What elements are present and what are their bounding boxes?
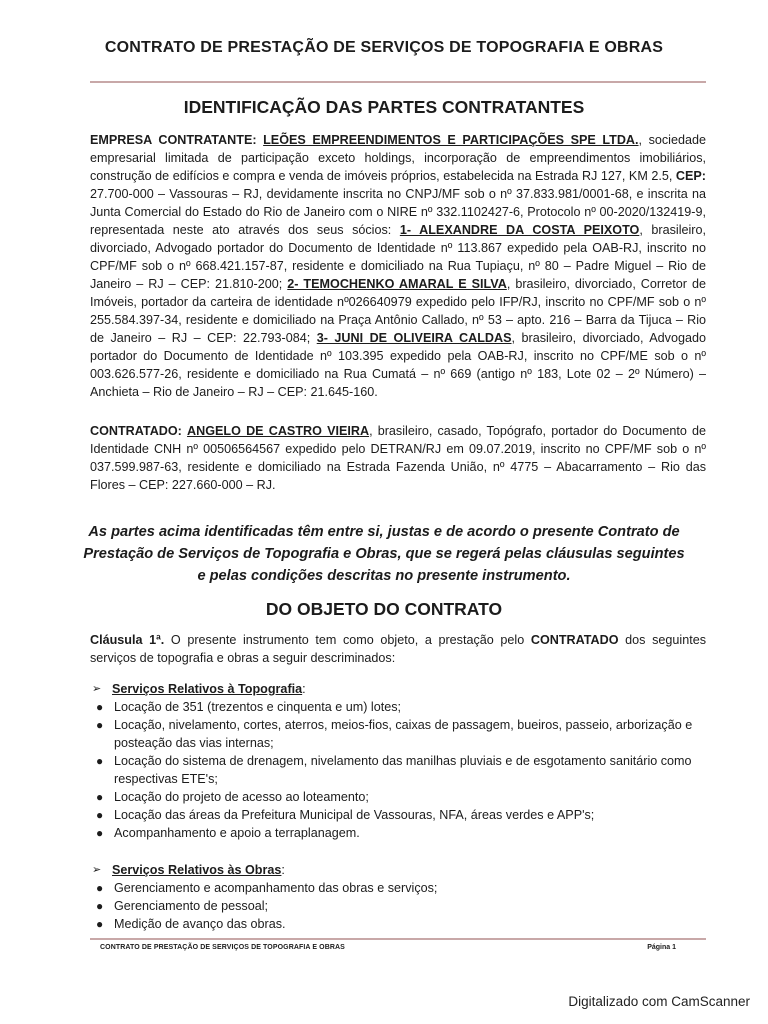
obras-heading: Serviços Relativos às Obras xyxy=(112,863,282,877)
list-item xyxy=(90,788,706,806)
list-item xyxy=(90,752,706,788)
obras-list xyxy=(90,879,706,933)
topografia-heading: Serviços Relativos à Topografia xyxy=(112,682,303,696)
list-item-text: Locação de 351 (trezentos e cinquenta e um) lotes; xyxy=(114,700,402,714)
bullet-icon: ● xyxy=(96,826,104,840)
footer-document-title: CONTRATO DE PRESTAÇÃO DE SERVIÇOS DE TOPOGRAFIA E OBRAS xyxy=(100,944,345,951)
bullet-icon: ● xyxy=(96,808,104,822)
list-item-text: Locação do sistema de drenagem, nivelamento das manilhas pluviais e de esgotamento sanitário como respectivas ETE's; xyxy=(114,754,692,786)
cep-label: CEP: xyxy=(675,169,706,183)
topografia-colon: : xyxy=(302,682,306,696)
arrowhead-icon: ➢ xyxy=(92,864,102,876)
partner-3-name: 3- JUNI DE OLIVEIRA CALDAS xyxy=(316,331,512,345)
obras-section xyxy=(90,861,706,933)
partner-1-name: 1- ALEXANDRE DA COSTA PEIXOTO xyxy=(399,223,640,237)
contratante-text-e: , brasileiro, divorciado, Advogado portador do Documento de Identidade nº 103.395 expedido pela OAB-RJ, inscrito no CPF/ME sob o nº 003.626.577-26, residente e domiciliado na Rua Cumatá – nº 669 (antigo nº 183, Lote 02 – 2º Número) – Anchieta – Rio de Janeiro – RJ – CEP: 21.645-160. xyxy=(90,331,706,399)
clause-1-text-b: dos seguintes serviços de topografia e obras a seguir descriminados: xyxy=(90,633,706,665)
list-item xyxy=(90,806,706,824)
contratante-paragraph xyxy=(90,131,706,401)
camscanner-watermark: Digitalizado com CamScanner xyxy=(568,994,750,1009)
partner-2-name: 2- TEMOCHENKO AMARAL E SILVA xyxy=(287,277,507,291)
bullet-icon: ● xyxy=(96,881,104,895)
list-item xyxy=(90,915,706,933)
list-item xyxy=(90,716,706,752)
agreement-statement: As partes acima identificadas têm entre si, justas e de acordo o presente Contrato de Prestação de Serviços de Topografia e Obras, que se regerá pelas cláusulas seguintes e pelas condições descritas no presente instrumento. xyxy=(83,524,685,584)
contratante-text-b: 27.700-000 – Vassouras – RJ, devidamente inscrita no CNPJ/MF sob o nº 37.833.981/0001-68, e inscrita na Junta Comercial do Estado do Rio de Janeiro com o NIRE nº 332.1102427-6, Protocolo nº 00-2020/132419-9, representada neste ato através dos seus sócios: xyxy=(90,187,706,237)
title-divider xyxy=(90,81,706,83)
list-item-text: Locação, nivelamento, cortes, aterros, meios-fios, caixas de passagem, bueiros, passeio, arborização e posteação das vias internas; xyxy=(114,718,693,750)
footer-page-number: Página 1 xyxy=(647,944,676,951)
bullet-icon: ● xyxy=(96,917,104,931)
list-item-text: Locação do projeto de acesso ao loteamento; xyxy=(114,790,369,804)
list-item-text: Locação das áreas da Prefeitura Municipal de Vassouras, NFA, áreas verdes e APP's; xyxy=(114,808,595,822)
clause-1-label: Cláusula 1ª. xyxy=(90,633,165,647)
obras-colon: : xyxy=(281,863,285,877)
list-item xyxy=(90,897,706,915)
list-item-text: Gerenciamento e acompanhamento das obras e serviços; xyxy=(114,881,438,895)
clause-1-text-a: O presente instrumento tem como objeto, a prestação pelo xyxy=(164,633,531,647)
contratado-name: ANGELO DE CASTRO VIEIRA xyxy=(187,424,370,438)
arrowhead-icon: ➢ xyxy=(92,683,102,695)
clause-1-contratado: CONTRATADO xyxy=(530,633,619,647)
contratante-company: LEÕES EMPREENDIMENTOS E PARTICIPAÇÕES SPE LTDA. xyxy=(263,133,639,147)
bullet-icon: ● xyxy=(96,700,104,714)
document-title: CONTRATO DE PRESTAÇÃO DE SERVIÇOS DE TOPOGRAFIA E OBRAS xyxy=(104,39,664,56)
contratante-text-c: , brasileiro, divorciado, Advogado portador do Documento de Identidade nº 113.867 expedido pela OAB-RJ, inscrito no CPF/MF sob o nº 668.421.157-87, residente e domiciliado na Rua Tupiaçu, nº 80 – Padre Miguel – Rio de Janeiro – RJ – CEP: 21.810-200; xyxy=(90,223,706,291)
contratado-paragraph xyxy=(90,422,706,494)
contratante-label: EMPRESA CONTRATANTE: xyxy=(90,133,257,147)
contratado-label: CONTRATADO: xyxy=(90,424,182,438)
list-item-text: Medição de avanço das obras. xyxy=(114,917,286,931)
bullet-icon: ● xyxy=(96,754,104,768)
topografia-list xyxy=(90,698,706,842)
list-item xyxy=(90,824,706,842)
bullet-icon: ● xyxy=(96,718,104,732)
topografia-heading-row xyxy=(90,680,706,698)
contratante-text-a: , sociedade empresarial limitada de participação exceto holdings, incorporação de empreendimentos imobiliários, construção de edifícios e compra e venda de imóveis próprios, estabelecida na Estrada RJ 127, KM 2.5, xyxy=(90,133,707,183)
bullet-icon: ● xyxy=(96,899,104,913)
obras-heading-row xyxy=(90,861,706,879)
list-item xyxy=(90,698,706,716)
bullet-icon: ● xyxy=(96,790,104,804)
contratado-text: , brasileiro, casado, Topógrafo, portador do Documento de Identidade CNH nº 00506564567 expedido pelo DETRAN/RJ em 09.07.2019, inscrito no CPF/MF sob o nº 037.599.987-63, residente e domiciliado na Estrada Fazenda União, nº 4775 – Abacarramento – Rio das Flores – CEP: 227.660-000 – RJ. xyxy=(90,424,706,492)
topografia-section xyxy=(90,680,706,842)
list-item-text: Acompanhamento e apoio a terraplanagem. xyxy=(114,826,360,840)
clause-1-paragraph xyxy=(90,631,706,667)
section-heading-object: DO OBJETO DO CONTRATO xyxy=(265,599,503,619)
contratante-text-d: , brasileiro, divorciado, Corretor de Imóveis, portador da carteira de identidade nº026640979 expedido pelo IFP/RJ, inscrito no CPF/MF sob o nº 255.584.397-34, residente e domiciliado na Praça Antônio Callado, nº 53 – apto. 216 – Barra da Tijuca – Rio de Janeiro – RJ – CEP: 22.793-084; xyxy=(90,277,706,345)
footer-divider xyxy=(90,938,706,940)
list-item xyxy=(90,879,706,897)
section-heading-parties: IDENTIFICAÇÃO DAS PARTES CONTRATANTES xyxy=(183,97,585,117)
list-item-text: Gerenciamento de pessoal; xyxy=(114,899,269,913)
